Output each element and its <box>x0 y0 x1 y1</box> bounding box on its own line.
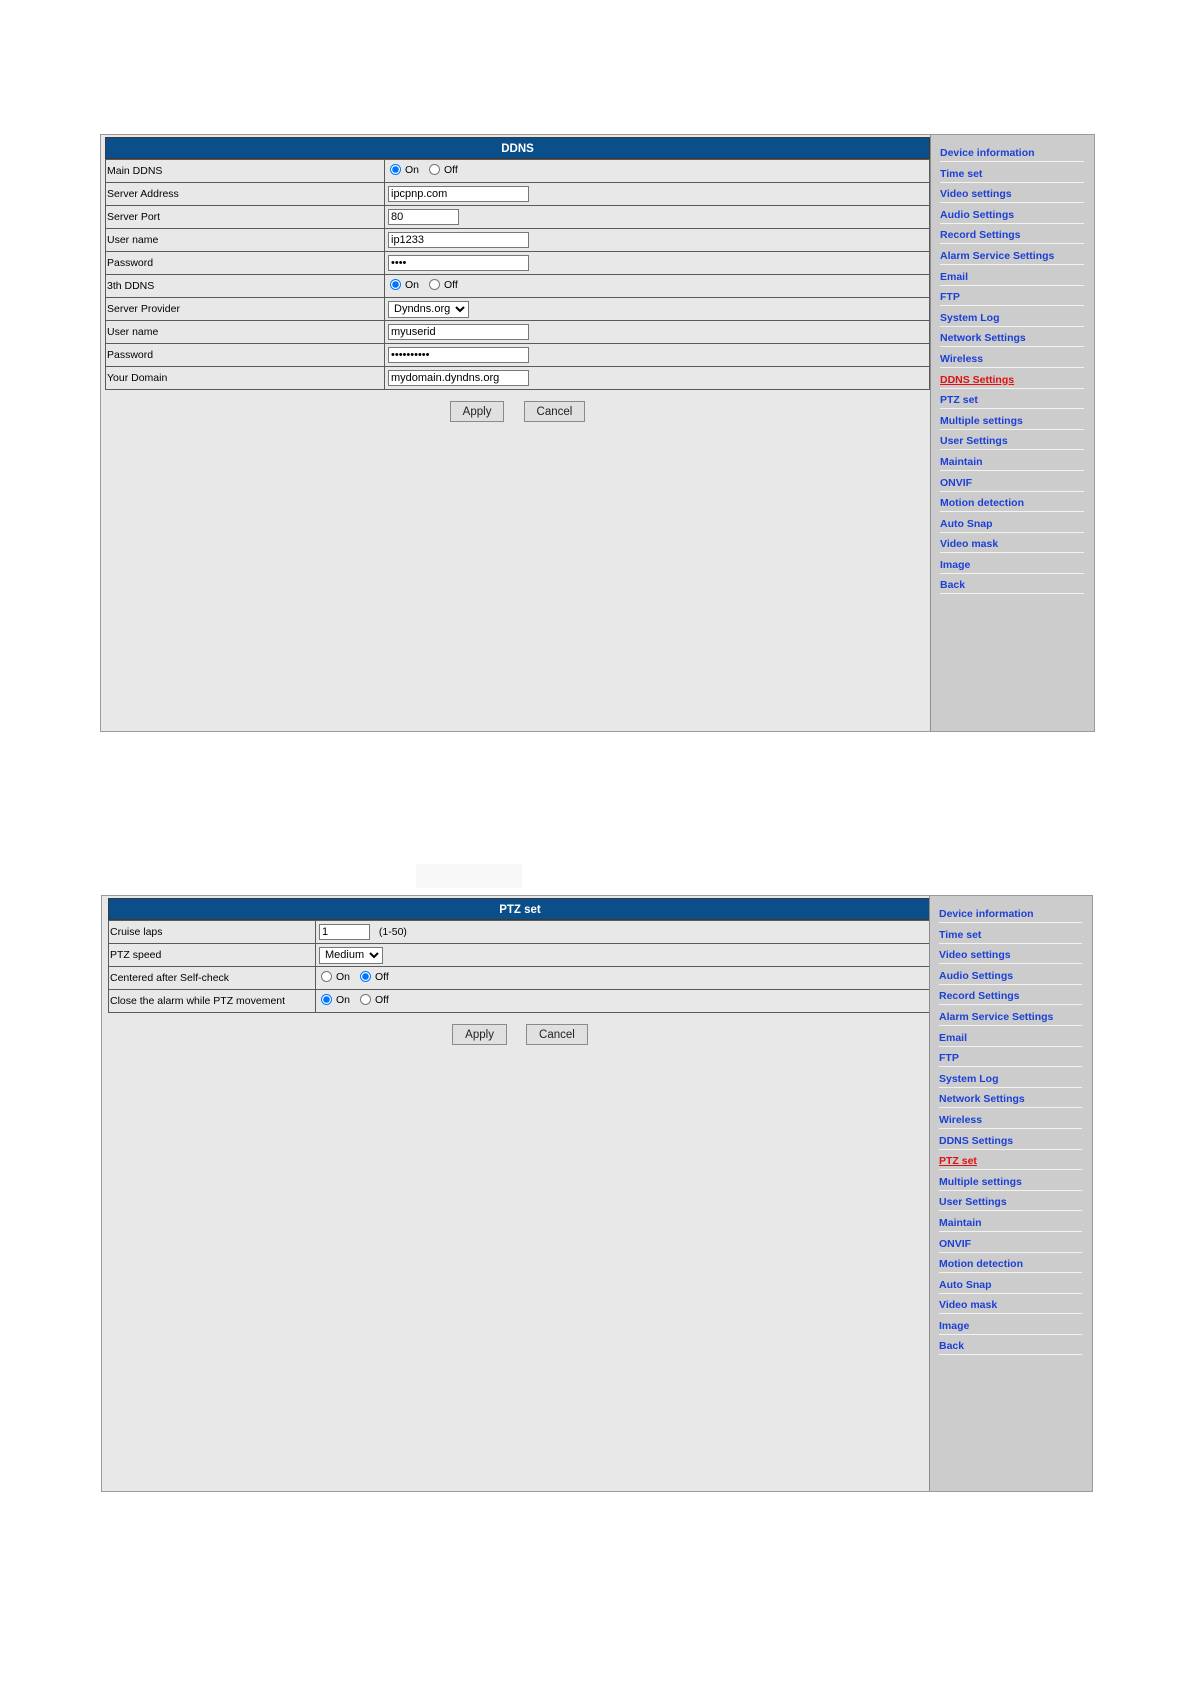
centered-on-radio[interactable] <box>321 971 332 982</box>
ptz-cancel-button[interactable]: Cancel <box>526 1024 588 1045</box>
sidebar-item-user-settings[interactable]: User Settings <box>940 431 1084 450</box>
sidebar-item-email[interactable]: Email <box>940 267 1084 286</box>
centered-on-label: On <box>336 970 351 983</box>
sidebar-item-video-mask[interactable]: Video mask <box>940 534 1084 553</box>
main-ddns-label: Main DDNS <box>106 160 385 183</box>
centered-row <box>109 967 932 990</box>
server-provider-label: Server Provider <box>106 298 385 321</box>
user-name2-input[interactable] <box>388 324 529 340</box>
ddns-cancel-button[interactable]: Cancel <box>524 401 586 422</box>
ptz-speed-row <box>109 944 932 967</box>
your-domain-label: Your Domain <box>106 367 385 390</box>
centered-toggle <box>319 971 397 983</box>
password-input[interactable] <box>388 255 529 271</box>
third-ddns-on-label: On <box>405 278 420 291</box>
sidebar-item-image[interactable]: Image <box>939 1316 1082 1335</box>
sidebar-item-device-information[interactable]: Device information <box>940 143 1084 162</box>
sidebar-item-image[interactable]: Image <box>940 555 1084 574</box>
close-alarm-label: Close the alarm while PTZ movement <box>109 990 316 1013</box>
third-ddns-off-label: Off <box>444 278 458 291</box>
sidebar-item-ptz-set[interactable]: PTZ set <box>940 390 1084 409</box>
sidebar-item-audio-settings[interactable]: Audio Settings <box>939 966 1082 985</box>
sidebar-item-multiple-settings[interactable]: Multiple settings <box>939 1172 1082 1191</box>
third-ddns-label: 3th DDNS <box>106 275 385 298</box>
password2-row <box>106 344 930 367</box>
close-alarm-off-label: Off <box>375 993 389 1006</box>
sidebar-item-time-set[interactable]: Time set <box>939 925 1082 944</box>
server-address-label: Server Address <box>106 183 385 206</box>
sidebar-item-wireless[interactable]: Wireless <box>939 1110 1082 1129</box>
cruise-laps-row <box>109 921 932 944</box>
sidebar-item-onvif[interactable]: ONVIF <box>939 1234 1082 1253</box>
cruise-laps-hint: (1-50) <box>378 925 407 938</box>
user-name-input[interactable] <box>388 232 529 248</box>
ptz-section-title: PTZ set <box>108 898 932 920</box>
ddns-form <box>105 159 930 390</box>
your-domain-row <box>106 367 930 390</box>
main-ddns-off-radio[interactable] <box>429 164 440 175</box>
third-ddns-row <box>106 275 930 298</box>
server-port-input[interactable] <box>388 209 459 225</box>
sidebar-item-auto-snap[interactable]: Auto Snap <box>940 514 1084 533</box>
ddns-button-bar <box>105 401 930 422</box>
sidebar-item-multiple-settings[interactable]: Multiple settings <box>940 411 1084 430</box>
sidebar-item-motion-detection[interactable]: Motion detection <box>939 1254 1082 1273</box>
sidebar-item-ftp[interactable]: FTP <box>940 287 1084 306</box>
sidebar-item-video-settings[interactable]: Video settings <box>940 184 1084 203</box>
your-domain-input[interactable] <box>388 370 529 386</box>
sidebar-item-system-log[interactable]: System Log <box>940 308 1084 327</box>
sidebar-item-video-settings[interactable]: Video settings <box>939 945 1082 964</box>
ddns-settings-screenshot <box>100 134 1095 732</box>
sidebar-item-motion-detection[interactable]: Motion detection <box>940 493 1084 512</box>
user-name-row <box>106 229 930 252</box>
sidebar-item-audio-settings[interactable]: Audio Settings <box>940 205 1084 224</box>
server-provider-select[interactable] <box>388 301 469 318</box>
sidebar-item-back[interactable]: Back <box>939 1336 1082 1355</box>
sidebar-item-wireless[interactable]: Wireless <box>940 349 1084 368</box>
third-ddns-on-radio[interactable] <box>390 279 401 290</box>
ptz-panel <box>108 898 932 1045</box>
blank-artifact <box>416 864 522 888</box>
server-port-row <box>106 206 930 229</box>
sidebar-item-ddns-settings[interactable]: DDNS Settings <box>939 1131 1082 1150</box>
sidebar-item-ftp[interactable]: FTP <box>939 1048 1082 1067</box>
close-alarm-off-radio[interactable] <box>360 994 371 1005</box>
ptz-speed-select[interactable] <box>319 947 383 964</box>
sidebar-item-device-information[interactable]: Device information <box>939 904 1082 923</box>
main-ddns-row <box>106 160 930 183</box>
ptz-apply-button[interactable]: Apply <box>452 1024 507 1045</box>
ptz-settings-screenshot <box>101 895 1093 1492</box>
sidebar-item-ddns-settings[interactable]: DDNS Settings <box>940 370 1084 389</box>
sidebar-item-network-settings[interactable]: Network Settings <box>939 1089 1082 1108</box>
sidebar-item-alarm-service-settings[interactable]: Alarm Service Settings <box>940 246 1084 265</box>
sidebar-item-video-mask[interactable]: Video mask <box>939 1295 1082 1314</box>
cruise-laps-input[interactable] <box>319 924 370 940</box>
centered-off-radio[interactable] <box>360 971 371 982</box>
ddns-section-title: DDNS <box>105 137 930 159</box>
main-ddns-on-radio[interactable] <box>390 164 401 175</box>
user-name2-row <box>106 321 930 344</box>
settings-sidebar <box>929 896 1092 1491</box>
sidebar-item-auto-snap[interactable]: Auto Snap <box>939 1275 1082 1294</box>
sidebar-item-time-set[interactable]: Time set <box>940 164 1084 183</box>
password2-input[interactable] <box>388 347 529 363</box>
ptz-button-bar <box>108 1024 932 1045</box>
close-alarm-row <box>109 990 932 1013</box>
sidebar-item-user-settings[interactable]: User Settings <box>939 1192 1082 1211</box>
sidebar-item-back[interactable]: Back <box>940 575 1084 594</box>
sidebar-item-email[interactable]: Email <box>939 1028 1082 1047</box>
close-alarm-on-label: On <box>336 993 351 1006</box>
sidebar-item-maintain[interactable]: Maintain <box>939 1213 1082 1232</box>
password-label: Password <box>106 252 385 275</box>
server-address-row <box>106 183 930 206</box>
main-ddns-toggle <box>388 164 466 176</box>
main-ddns-on-label: On <box>405 163 420 176</box>
close-alarm-on-radio[interactable] <box>321 994 332 1005</box>
third-ddns-toggle <box>388 279 466 291</box>
sidebar-item-ptz-set[interactable]: PTZ set <box>939 1151 1082 1170</box>
sidebar-item-record-settings[interactable]: Record Settings <box>940 225 1084 244</box>
server-address-input[interactable] <box>388 186 529 202</box>
main-ddns-off-label: Off <box>444 163 458 176</box>
password2-label: Password <box>106 344 385 367</box>
ptz-speed-label: PTZ speed <box>109 944 316 967</box>
ddns-panel <box>105 137 930 422</box>
centered-label: Centered after Self-check <box>109 967 316 990</box>
user-name-label: User name <box>106 229 385 252</box>
server-provider-row <box>106 298 930 321</box>
user-name2-label: User name <box>106 321 385 344</box>
sidebar-item-alarm-service-settings[interactable]: Alarm Service Settings <box>939 1007 1082 1026</box>
centered-off-label: Off <box>375 970 389 983</box>
ddns-apply-button[interactable]: Apply <box>450 401 505 422</box>
ptz-form <box>108 920 932 1013</box>
sidebar-item-network-settings[interactable]: Network Settings <box>940 328 1084 347</box>
cruise-laps-label: Cruise laps <box>109 921 316 944</box>
settings-nav <box>931 135 1094 594</box>
settings-sidebar <box>930 135 1094 731</box>
server-port-label: Server Port <box>106 206 385 229</box>
close-alarm-toggle <box>319 994 397 1006</box>
sidebar-item-system-log[interactable]: System Log <box>939 1069 1082 1088</box>
password-row <box>106 252 930 275</box>
settings-nav <box>930 896 1092 1355</box>
sidebar-item-record-settings[interactable]: Record Settings <box>939 986 1082 1005</box>
sidebar-item-maintain[interactable]: Maintain <box>940 452 1084 471</box>
sidebar-item-onvif[interactable]: ONVIF <box>940 473 1084 492</box>
third-ddns-off-radio[interactable] <box>429 279 440 290</box>
